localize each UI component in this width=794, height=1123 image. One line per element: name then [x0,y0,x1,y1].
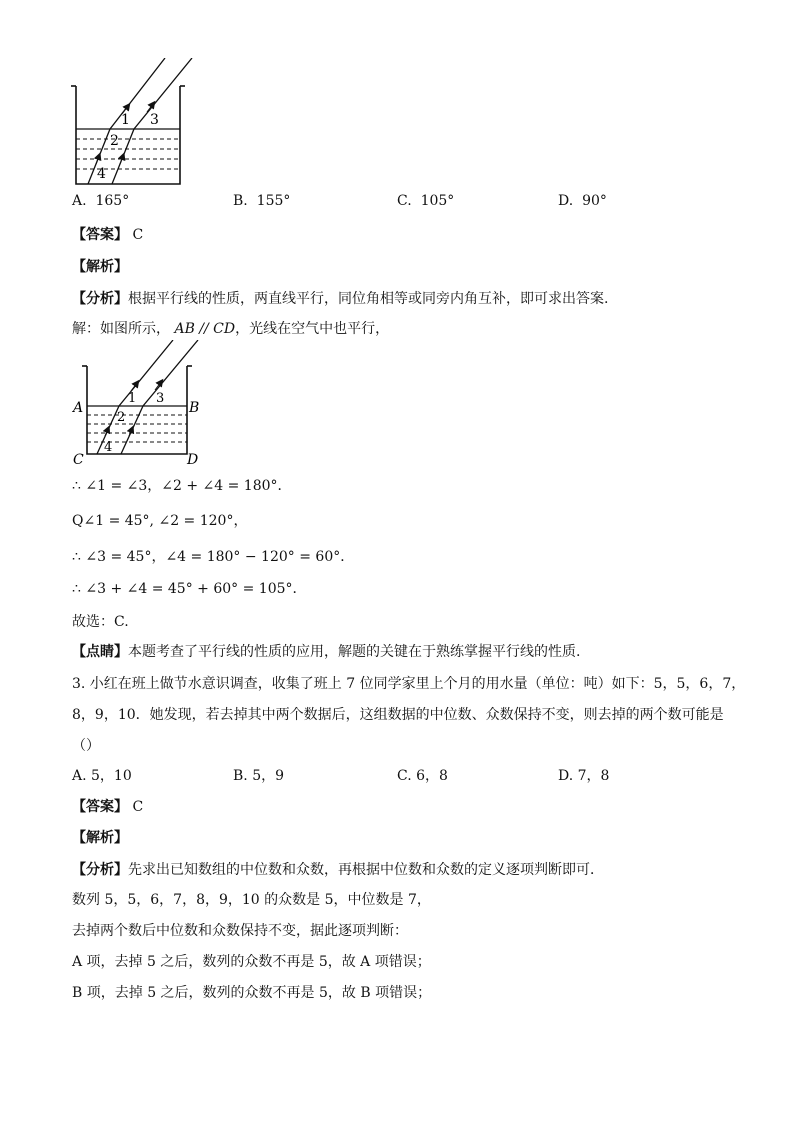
point-c-label: C [73,452,84,468]
answer-value: C [132,799,144,815]
angle-2-label: 2 [117,410,126,425]
solution-line-2: 去掉两个数后中位数和众数保持不变，据此逐项判断： [72,923,408,939]
analysis-header-2: 【解析】 [72,830,128,846]
option-value: 7，8 [577,768,610,784]
option-value: 105° [420,193,455,209]
analysis-text: 先求出已知数组的中位数和众数，再根据中位数和众数的定义逐项判断即可． [128,862,604,878]
point-a-label: A [73,400,84,416]
analysis-line [72,288,608,308]
angle-3-label: 3 [150,112,159,128]
option-a [72,193,129,209]
solution-suffix: ，光线在空气中也平行， [235,321,390,337]
step-3: ∴ ∠3 = 45°，∠4 = 180° − 120° = 60°． [72,549,355,565]
solution-intro [72,318,389,338]
option-b [233,193,290,209]
q3-line-2: 8，9，10．她发现，若去掉其中两个数据后，这组数据的中位数、众数保持不变，则去掉的两个数可能是 [72,707,724,723]
option-letter: B. [233,193,248,209]
step-4: ∴ ∠3 + ∠4 = 45° + 60° = 105°． [72,581,307,597]
solution-line-1: 数列 5，5，6，7，8，9，10 的众数是 5，中位数是 7， [72,892,431,908]
step-2: Q∠1 = 45°, ∠2 = 120°， [72,513,248,529]
angle-1-label: 1 [121,112,130,128]
analysis-tag: 【分析】 [72,291,128,307]
option-value: 165° [95,193,130,209]
point-b-label: B [189,400,200,416]
q3-line-3: （） [72,738,100,754]
solution-line-3: A 项，去掉 5 之后，数列的众数不再是 5，故 A 项错误； [72,954,431,970]
point-d-label: D [187,452,199,468]
option-letter: A. [72,768,87,784]
option-letter: D. [558,768,574,784]
analysis-tag: 【分析】 [72,862,128,878]
option-value: 155° [256,193,291,209]
answer-line-2 [72,796,143,816]
q3-option-a [72,765,132,785]
q3-line-1: 3. 小红在班上做节水意识调查，收集了班上 7 位同学家里上个月的用水量（单位：吨）如下：5，5，6，7， [72,676,746,692]
comment-tag: 【点睛】 [72,644,128,660]
angle-1-label: 1 [128,391,137,406]
analysis-line-2 [72,859,604,879]
step-1: ∴ ∠1 = ∠3，∠2 + ∠4 = 180°． [72,478,292,494]
angle-3-label: 3 [156,391,165,406]
beaker-diagram [70,58,200,188]
answer-value: C [132,227,144,243]
option-value: 6，8 [416,768,448,784]
comment-text: 本题考查了平行线的性质的应用，解题的关键在于熟练掌握平行线的性质. [128,644,581,660]
answer-line [72,224,143,244]
option-value: 5，9 [252,768,285,784]
option-letter: C. [397,768,412,784]
beaker-diagram-labeled [70,340,210,470]
q3-option-c [397,765,448,785]
option-d [558,193,607,209]
analysis-header: 【解析】 [72,259,128,275]
option-c [397,193,454,209]
option-value: 90° [582,193,607,209]
solution-line-4: B 项，去掉 5 之后，数列的众数不再是 5，故 B 项错误； [72,985,432,1001]
option-letter: C. [397,193,412,209]
comment-line [72,641,580,661]
angle-4-label: 4 [97,166,106,182]
answer-tag: 【答案】 [72,799,128,815]
answer-tag: 【答案】 [72,227,128,243]
option-letter: B. [233,768,248,784]
beaker-figure-2 [70,340,210,470]
beaker-figure-1 [70,58,200,188]
option-letter: D. [558,193,574,209]
angle-2-label: 2 [110,133,119,149]
analysis-text: 根据平行线的性质，两直线平行，同位角相等或同旁内角互补，即可求出答案. [128,291,609,307]
choice-line: 故选：C. [72,614,129,630]
option-value: 5，10 [91,768,132,784]
solution-prefix: 解：如图所示， [72,321,170,337]
q3-option-d [558,765,609,785]
q3-option-b [233,765,284,785]
parallel-relation: AB // CD [174,321,236,337]
option-letter: A. [72,193,87,209]
angle-4-label: 4 [104,440,113,455]
